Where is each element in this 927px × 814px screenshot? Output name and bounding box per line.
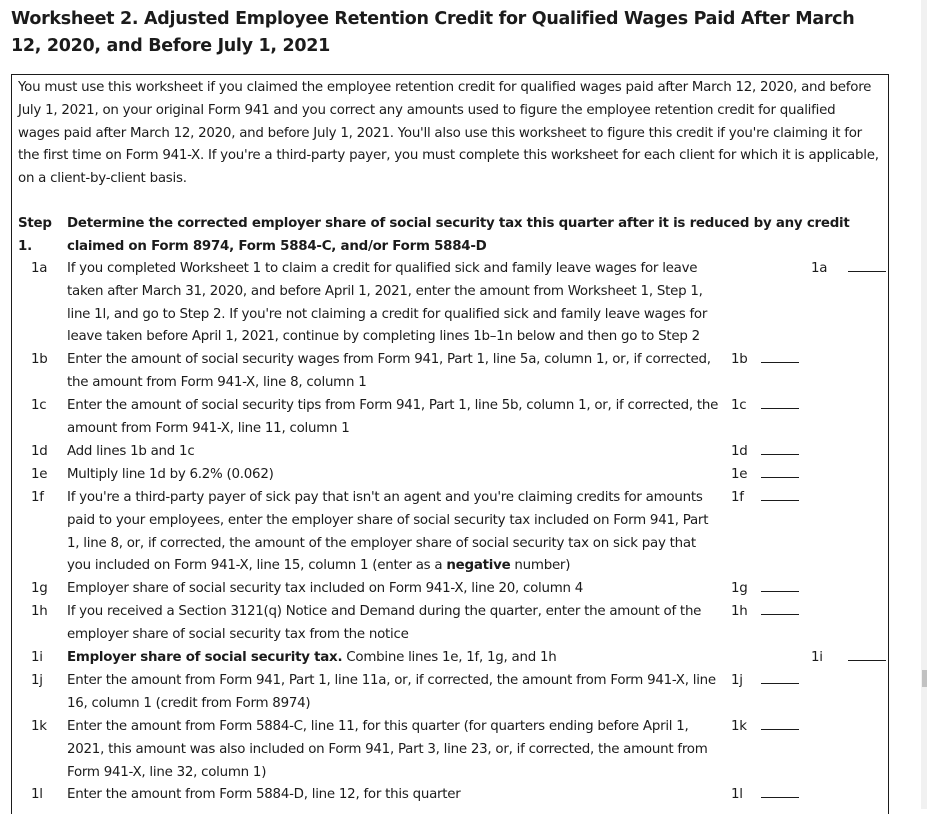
amount-blank[interactable] (761, 784, 799, 798)
line-text: Enter the amount from Form 941, Part 1, line 11a, or, if corrected, the amount from Form 941-X, line 16, column 1 (credit from Form 8974) (67, 673, 716, 711)
line-number: 1j (31, 673, 43, 688)
line-ref: 1d (731, 444, 748, 459)
line-number: 1e (31, 467, 48, 482)
line-ref: 1k (731, 719, 747, 734)
line-number: 1c (31, 398, 47, 413)
vertical-scrollbar[interactable] (921, 0, 927, 809)
line-ref: 1l (731, 787, 743, 802)
line-ref: 1b (731, 352, 748, 367)
line-text: If you're a third-party payer of sick pay that isn't an agent and you're claiming credits for amounts paid to your employees, enter the employer share of social security tax included on Form 941, Part 1, line 8, or, if corrected, the amount of the employer share of social security tax on sick pay that you included on Form 941-X, line 15, column 1 (enter as a negative number) (67, 490, 709, 574)
line-number: 1k (31, 719, 47, 734)
line-ref: 1c (731, 398, 747, 413)
amount-blank[interactable] (761, 601, 799, 615)
line-ref: 1g (731, 581, 748, 596)
line-text: If you completed Worksheet 1 to claim a credit for qualified sick and family leave wages for leave taken after March 31, 2020, and before April 1, 2021, enter the amount from Worksheet 1, Step 1, line 1l, and go to Step 2. If you're not claiming a credit for qualified sick and family leave wages for leave taken before April 1, 2021, continue by completing lines 1b–1n below and then go to Step 2 (67, 261, 708, 345)
line-number: 1g (31, 581, 48, 596)
line-ref: 1a (811, 261, 828, 276)
line-text: Enter the amount from Form 5884-D, line 12, for this quarter (67, 787, 461, 802)
line-number: 1h (31, 604, 48, 619)
amount-blank[interactable] (848, 258, 886, 272)
line-text: Add lines 1b and 1c (67, 444, 195, 459)
line-ref: 1i (811, 650, 823, 665)
line-number: 1a (31, 261, 48, 276)
worksheet-intro: You must use this worksheet if you claimed the employee retention credit for qualified wages paid after March 12, 2020, and before July 1, 2021, on your original Form 941 and you correct any amounts used to figure the employee retention credit for qualified wages paid after March 12, 2020, and before July 1, 2021. You'll also use this worksheet to figure this credit if you're claiming it for the first time on Form 941-X. If you're a third-party payer, you must complete this worksheet for each client for which it is applicable, on a client-by-client basis. (18, 80, 879, 187)
worksheet-title: Worksheet 2. Adjusted Employee Retention Credit for Qualified Wages Paid After March 12, 2020, and Before July 1, 2021 (11, 9, 855, 56)
line-ref: 1h (731, 604, 748, 619)
line-number: 1l (31, 787, 43, 802)
line-number: 1f (31, 490, 44, 505)
amount-blank[interactable] (761, 487, 799, 501)
line-text: Multiply line 1d by 6.2% (0.062) (67, 467, 274, 482)
line-number: 1i (31, 650, 43, 665)
scrollbar-thumb[interactable] (922, 670, 927, 687)
step-label: Step 1. (18, 216, 52, 254)
amount-blank[interactable] (848, 647, 886, 661)
step-heading-text: Determine the corrected employer share of social security tax this quarter after it is reduced by any credit claimed on Form 8974, Form 5884-C, and/or Form 5884-D (67, 216, 850, 254)
line-text: Enter the amount from Form 5884-C, line 11, for this quarter (for quarters ending before April 1, 2021, this amount was also included on Form 941, Part 3, line 23, or, if corrected, the amount from Form 941-X, line 32, column 1) (67, 719, 708, 780)
amount-blank[interactable] (761, 464, 799, 478)
amount-blank[interactable] (761, 441, 799, 455)
amount-blank[interactable] (761, 578, 799, 592)
line-text: Enter the amount of social security tips from Form 941, Part 1, line 5b, column 1, or, if corrected, the amount from Form 941-X, line 11, column 1 (67, 398, 719, 436)
line-text: Employer share of social security tax included on Form 941-X, line 20, column 4 (67, 581, 584, 596)
line-text: If you received a Section 3121(q) Notice and Demand during the quarter, enter the amount of the employer share of social security tax from the notice (67, 604, 702, 642)
line-ref: 1f (731, 490, 744, 505)
line-text: Enter the amount of social security wages from Form 941, Part 1, line 5a, column 1, or, if corrected, the amount from Form 941-X, line 8, column 1 (67, 352, 711, 390)
line-ref: 1j (731, 673, 743, 688)
amount-blank[interactable] (761, 670, 799, 684)
line-number: 1b (31, 352, 48, 367)
amount-blank[interactable] (761, 716, 799, 730)
line-number: 1d (31, 444, 48, 459)
line-ref: 1e (731, 467, 748, 482)
amount-blank[interactable] (761, 349, 799, 363)
amount-blank[interactable] (761, 395, 799, 409)
emphasis-negative: negative (446, 558, 511, 574)
line-text: Employer share of social security tax. Combine lines 1e, 1f, 1g, and 1h (67, 650, 557, 665)
worksheet-box (11, 74, 889, 814)
